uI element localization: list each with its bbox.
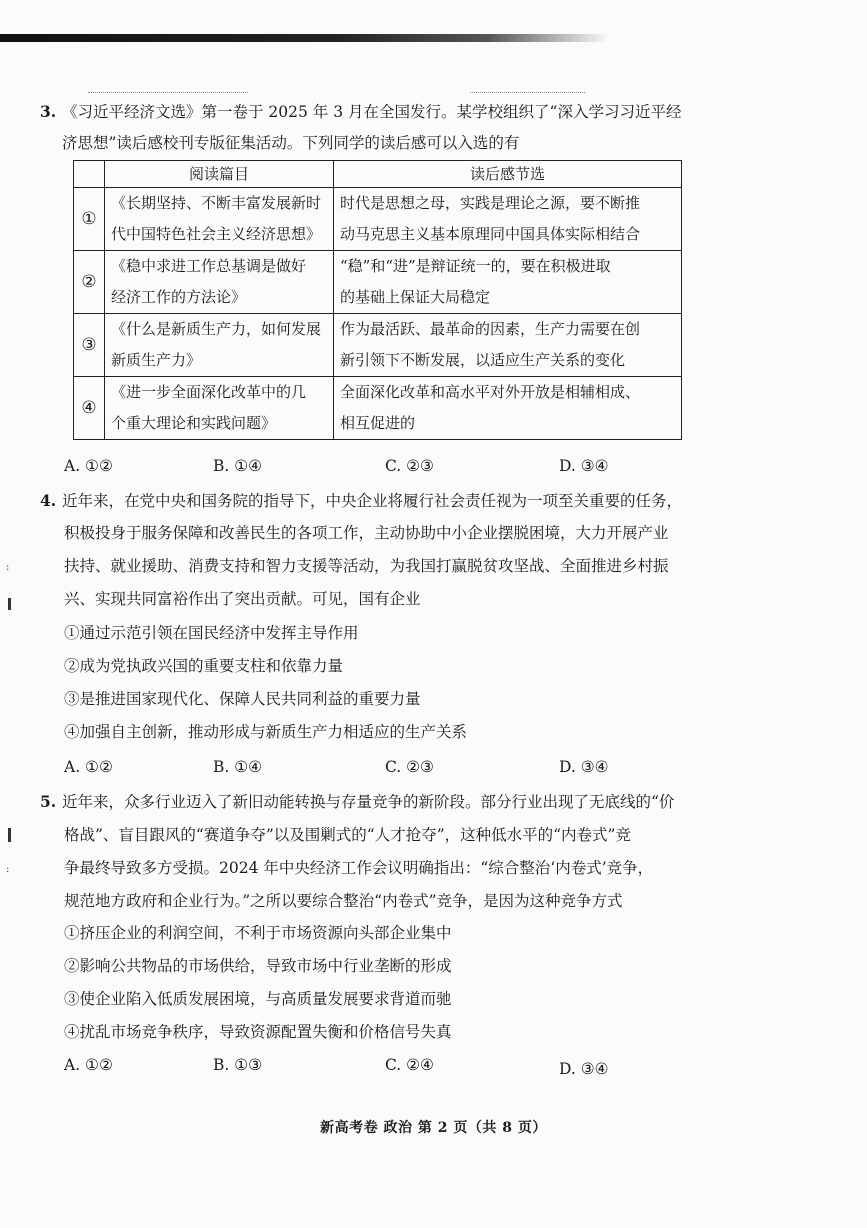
statement: ③是推进国家现代化、保障人民共同利益的重要力量	[64, 690, 421, 708]
option-b: B. ①④	[213, 758, 263, 776]
table-row	[74, 377, 682, 440]
option-c: C. ②③	[385, 457, 434, 475]
table-row	[74, 188, 682, 251]
question-stem-line: 《习近平经济文选》第一卷于 2025 年 3 月在全国发行。某学校组织了“深入学习习近平经	[62, 103, 682, 121]
statement: ④扰乱市场竞争秩序，导致资源配置失衡和价格信号失真	[64, 1023, 452, 1041]
reading-title-line: 《稳中求进工作总基调是做好	[111, 257, 307, 275]
row-number: ③	[74, 314, 105, 377]
scan-top-bar	[0, 34, 610, 42]
reading-excerpt-line: 相互促进的	[340, 414, 416, 432]
page-footer: 新高考卷 政治 第 2 页（共 8 页）	[320, 1120, 547, 1136]
question-stem-line: 近年来，众多行业迈入了新旧动能转换与存量竞争的新阶段。部分行业出现了无底线的“价	[62, 793, 675, 811]
table-row	[74, 314, 682, 377]
question-number: 5.	[40, 792, 57, 811]
question-stem-line: 规范地方政府和企业行为。”之所以要综合整治“内卷式”竞争，是因为这种竞争方式	[64, 892, 623, 910]
statement: ③使企业陷入低质发展困境，与高质量发展要求背道而驰	[64, 990, 452, 1008]
reading-excerpt	[334, 188, 682, 251]
reading-excerpt	[334, 377, 682, 440]
reading-excerpt-line: 动马克思主义基本原理同中国具体实际相结合	[340, 225, 641, 243]
option-c: C. ②③	[385, 758, 434, 776]
reading-title	[105, 314, 334, 377]
question-stem-line: 近年来，在党中央和国务院的指导下，中央企业将履行社会责任视为一项至关重要的任务，	[62, 492, 683, 510]
margin-mark: :	[6, 864, 10, 875]
table-header-row	[74, 161, 682, 188]
option-a: A. ①②	[64, 1056, 113, 1074]
reading-title-line: 《长期坚持、不断丰富发展新时	[111, 194, 322, 212]
dotted-rule-left	[88, 92, 248, 93]
option-d: D. ③④	[559, 1060, 609, 1078]
table-header: 读后感节选	[334, 161, 682, 188]
reading-title-line: 个重大理论和实践问题》	[111, 414, 277, 432]
reading-excerpt	[334, 314, 682, 377]
statement: ②影响公共物品的市场供给，导致市场中行业垄断的形成	[64, 957, 452, 975]
question-stem-line: 争最终导致多方受损。2024 年中央经济工作会议明确指出：“综合整治‘内卷式’竞争，	[64, 859, 654, 877]
option-a: A. ①②	[64, 457, 113, 475]
reading-title-line: 经济工作的方法论》	[111, 288, 247, 306]
margin-mark	[8, 598, 11, 610]
question-stem-line: 积极投身于服务保障和改善民生的各项工作，主动协助中小企业摆脱困境，大力开展产业	[64, 524, 669, 542]
margin-mark: :	[6, 562, 10, 573]
reading-title-line: 代中国特色社会主义经济思想》	[111, 225, 322, 243]
table-header: 阅读篇目	[105, 161, 334, 188]
option-b: B. ①④	[213, 457, 263, 475]
row-number: ②	[74, 251, 105, 314]
option-c: C. ②④	[385, 1056, 434, 1074]
option-d: D. ③④	[559, 457, 609, 475]
statement: ④加强自主创新，推动形成与新质生产力相适应的生产关系	[64, 723, 468, 741]
reading-title	[105, 377, 334, 440]
reading-excerpt-line: 作为最活跃、最革命的因素，生产力需要在创	[340, 320, 641, 338]
question-number: 4.	[40, 491, 57, 510]
reading-title	[105, 251, 334, 314]
question-stem-line: 济思想”读后感校刊专版征集活动。下列同学的读后感可以入选的有	[62, 134, 520, 152]
reading-excerpt	[334, 251, 682, 314]
reading-excerpt-line: “稳”和“进”是辩证统一的，要在积极进取	[340, 257, 611, 275]
margin-mark	[8, 828, 11, 842]
reading-title-line: 新质生产力》	[111, 351, 202, 369]
statement: ①挤压企业的利润空间，不利于市场资源向头部企业集中	[64, 924, 452, 942]
question-stem-line: 扶持、就业援助、消费支持和智力支援等活动，为我国打赢脱贫攻坚战、全面推进乡村振	[64, 557, 669, 575]
table-row	[74, 251, 682, 314]
reading-title	[105, 188, 334, 251]
option-a: A. ①②	[64, 758, 113, 776]
reading-excerpt-line: 的基础上保证大局稳定	[340, 288, 491, 306]
statement: ①通过示范引领在国民经济中发挥主导作用	[64, 624, 359, 642]
reading-title-line: 《什么是新质生产力，如何发展	[111, 320, 322, 338]
reading-table	[73, 160, 682, 440]
question-stem-line: 格战”、盲目跟风的“赛道争夺”以及围剿式的“人才抢夺”，这种低水平的“内卷式”竞	[64, 826, 631, 844]
reading-title-line: 《进一步全面深化改革中的几	[111, 383, 307, 401]
row-number: ④	[74, 377, 105, 440]
question-stem-line: 兴、实现共同富裕作出了突出贡献。可见，国有企业	[64, 590, 421, 608]
question-number: 3.	[40, 102, 57, 121]
reading-excerpt-line: 时代是思想之母，实践是理论之源，要不断推	[340, 194, 641, 212]
reading-excerpt-line: 全面深化改革和高水平对外开放是相辅相成、	[340, 383, 641, 401]
option-d: D. ③④	[559, 758, 609, 776]
table-header	[74, 161, 105, 188]
row-number: ①	[74, 188, 105, 251]
statement: ②成为党执政兴国的重要支柱和依靠力量	[64, 657, 344, 675]
option-b: B. ①③	[213, 1056, 263, 1074]
reading-excerpt-line: 新引领下不断发展，以适应生产关系的变化	[340, 351, 626, 369]
dotted-rule-right	[470, 92, 585, 93]
